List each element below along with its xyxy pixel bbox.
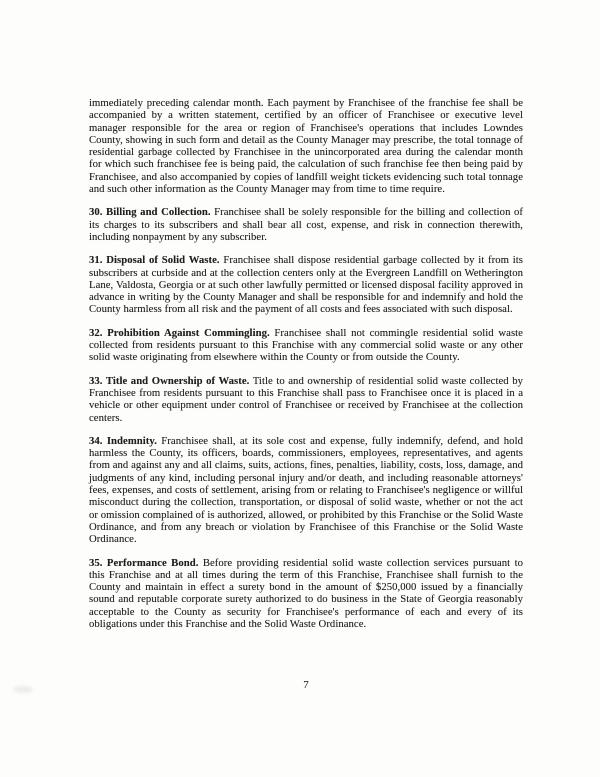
page-number: 7 xyxy=(303,679,309,691)
paragraph-section-33 xyxy=(89,375,523,424)
document-body xyxy=(89,97,523,641)
paragraph-text: Franchisee shall, at its sole cost and expense, fully indemnify, defend, and hold harmless the County, its officers, boards, commissioners, employees, representatives, and agents from and against any and all claims, suits, actions, fines, penalties, liability, costs, loss, damage, and judgments of any kind, including personal injury and/or death, and including reasonable attorneys' fees, expenses, and costs of settlement, arising from or relating to Franchisee's negligence or willful misconduct during the collection, transportation, or disposal of solid waste, whether or not the act or omission complained of is authorized, allowed, or prohibited by this Franchise or the Solid Waste Ordinance, and from any breach or violation by Franchisee of this Franchise or the Solid Waste Ordinance. xyxy=(89,434,523,546)
paragraph-text: Title to and ownership of residential solid waste collected by Franchisee from residents pursuant to this Franchise shall pass to Franchisee once it is placed in a vehicle or other equipment under control of Franchisee or received by Franchisee at the collection centers. xyxy=(89,374,524,424)
section-heading: 32. Prohibition Against Commingling. xyxy=(89,326,270,339)
paragraph-section-32 xyxy=(89,327,523,364)
section-heading: 34. Indemnity. xyxy=(89,434,157,447)
paragraph-continuation xyxy=(89,97,523,195)
paragraph-text: Franchisee shall dispose residential garbage collected by it from its subscribers at curbside and at the collection centers only at the Evergreen Landfill on Wetherington Lane, Valdosta, Georgia or at such other lawfully permitted or licensed disposal facility approved in advance in writing by the County Manager and shall be responsible for and indemnify and hold the County harmless from all risk and the payment of all costs and fees associated with such disposal. xyxy=(89,254,523,316)
paragraph-text: Franchisee shall not commingle residential solid waste collected from residents pursuant to this Franchise with any commercial solid waste or any other solid waste originating from elsewhere within the County or from outside the County. xyxy=(89,326,523,364)
section-heading: 30. Billing and Collection. xyxy=(89,206,211,219)
paragraph-section-31 xyxy=(89,254,523,315)
paragraph-section-30 xyxy=(89,206,523,243)
scan-artifact-smudge xyxy=(13,686,33,693)
paragraph-text: Franchisee shall be solely responsible for the billing and collection of its charges to its subscribers and shall bear all cost, expense, and risk in connection therewith, including nonpayment by any subscriber. xyxy=(89,206,523,243)
paragraph-section-35 xyxy=(89,557,523,631)
section-heading: 31. Disposal of Solid Waste. xyxy=(89,254,220,267)
paragraph-section-34 xyxy=(89,435,523,546)
section-heading: 35. Performance Bond. xyxy=(89,556,199,569)
section-heading: 33. Title and Ownership of Waste. xyxy=(89,374,250,387)
paragraph-text: immediately preceding calendar month. Each payment by Franchisee of the franchise fee shall be accompanied by a written statement, certified by an officer of Franchisee or executive level manager responsible for the area or region of Franchisee's operations that includes Lowndes County, showing in such form and detail as the County Manager may prescribe, the total tonnage of residential garbage collected by Franchisee in the unincorporated area during the calendar month for which such franchisee fee is being paid, the calculation of such franchise fee then being paid by Franchisee, and also accompanied by copies of landfill weight tickets evidencing such total tonnage and such other information as the County Manager may from time to time require. xyxy=(89,97,523,196)
paragraph-text: Before providing residential solid waste collection services pursuant to this Franchise and at all times during the term of this Franchise, Franchisee shall furnish to the County and maintain in effect a surety bond in the amount of $250,000 issued by a financially sound and reputable corporate surety authorized to do business in the State of Georgia reasonably acceptable to the County as security for Franchisee's performance of each and every of its obligations under this Franchise and the Solid Waste Ordinance. xyxy=(89,556,523,630)
